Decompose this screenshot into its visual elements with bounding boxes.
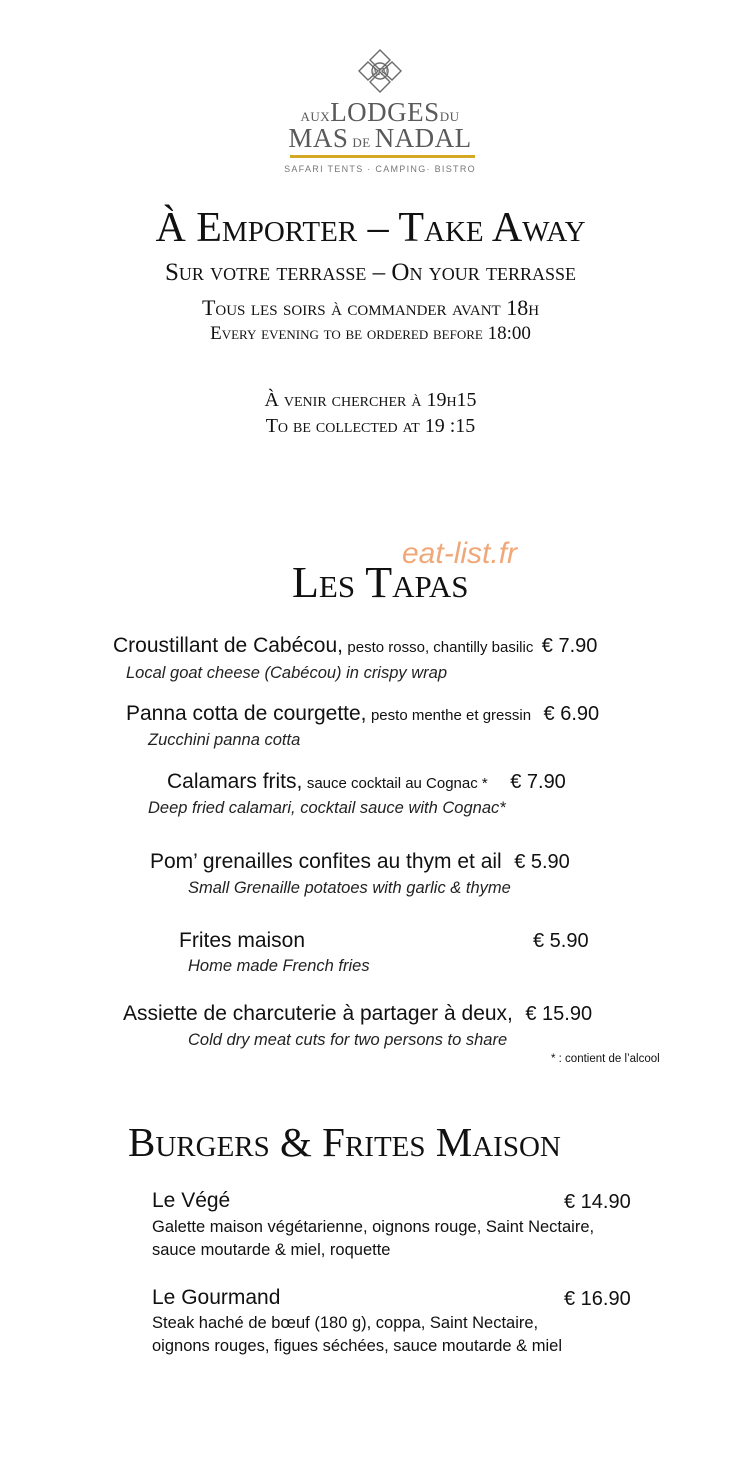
menu-item: [113, 634, 597, 658]
section-title-tapas: Les Tapas: [292, 558, 469, 607]
watermark: eat-list.fr: [402, 537, 518, 570]
ornate-diamond-monogram-icon: [358, 48, 402, 94]
dish-name: Pom’ grenailles confites au thym et ail: [150, 850, 502, 873]
menu-item: [150, 850, 570, 874]
dish-name: Le Gourmand: [152, 1286, 281, 1309]
dish-price: € 14.90: [564, 1191, 631, 1213]
dish-price: € 5.90: [533, 930, 589, 952]
dish-description: sauce moutarde & miel, roquette: [152, 1241, 391, 1259]
page-title: À Emporter – Take Away: [155, 205, 586, 251]
section-title-burgers: Burgers & Frites Maison: [128, 1119, 561, 1165]
dish-price: € 6.90: [543, 703, 600, 725]
dish-price: € 15.90: [525, 1003, 593, 1025]
order-info-fr: Tous les soirs à commander avant 18h: [201, 295, 540, 320]
dish-name: Assiette de charcuterie à partager à deux,: [123, 1002, 513, 1025]
dish-translation: Zucchini panna cotta: [148, 731, 301, 749]
dish-description: pesto menthe et gressin: [370, 707, 532, 724]
subtitle: Sur votre terrasse – On your terrasse: [165, 259, 576, 286]
logo-tagline: SAFARI TENTS · CAMPING· BISTRO: [284, 164, 476, 174]
dish-name: Panna cotta de courgette,: [126, 702, 367, 725]
dish-description: Galette maison végétarienne, oignons rouge, Saint Nectaire,: [152, 1218, 595, 1236]
dish-name: Calamars frits,: [167, 770, 303, 793]
dish-translation: Home made French fries: [188, 957, 370, 975]
pickup-info-fr: À venir chercher à 19h15: [264, 389, 477, 411]
order-info-en: Every evening to be ordered before 18:00: [210, 323, 531, 344]
dish-name: Le Végé: [152, 1189, 231, 1212]
dish-translation: Deep fried calamari, cocktail sauce with Cognac*: [148, 799, 506, 817]
logo-gold-underline: [290, 155, 475, 158]
dish-price: € 16.90: [564, 1288, 631, 1310]
dish-price: € 5.90: [514, 851, 570, 873]
dish-name: Frites maison: [179, 929, 306, 952]
dish-description: Steak haché de bœuf (180 g), coppa, Saint Nectaire,: [152, 1314, 539, 1332]
logo-line-1: AUXLODGESDU: [300, 97, 460, 127]
svg-text:MN: MN: [372, 67, 388, 78]
dish-translation: Small Grenaille potatoes with garlic & thyme: [188, 879, 511, 897]
menu-item: [126, 702, 599, 726]
menu-item: [123, 1002, 592, 1026]
menu-item: [167, 770, 566, 794]
dish-description: sauce cocktail au Cognac *: [306, 775, 488, 792]
alcohol-footnote: * : contient de l’alcool: [551, 1053, 660, 1065]
restaurant-logo: [280, 46, 480, 180]
dish-description: pesto rosso, chantilly basilic: [347, 639, 534, 656]
dish-translation: Local goat cheese (Cabécou) in crispy wrap: [126, 664, 448, 682]
logo-line-2: MAS DE NADAL: [288, 123, 472, 153]
dish-description: oignons rouges, figues séchées, sauce moutarde & miel: [152, 1337, 562, 1355]
pickup-info-en: To be collected at 19 :15: [265, 415, 476, 437]
dish-price: € 7.90: [541, 635, 598, 657]
dish-name: Croustillant de Cabécou,: [113, 634, 343, 657]
dish-price: € 7.90: [510, 771, 566, 793]
dish-translation: Cold dry meat cuts for two persons to share: [188, 1031, 508, 1049]
